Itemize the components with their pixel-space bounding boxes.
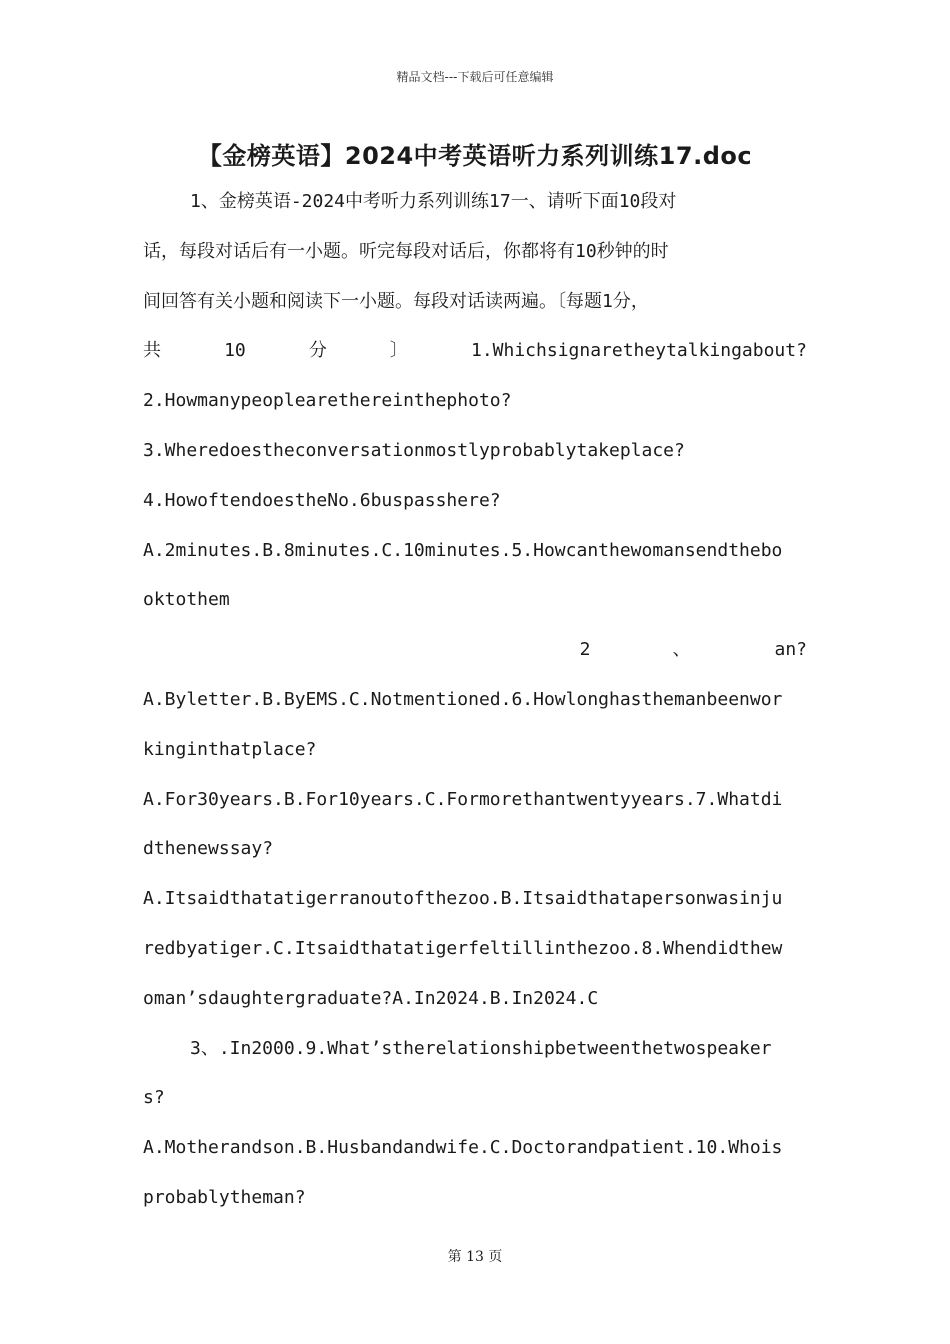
- question-line: 2.Howmanypeoplearethereinthephoto?: [143, 390, 512, 412]
- document-title: 【金榜英语】2024中考英语听力系列训练17.doc: [197, 142, 753, 170]
- paragraph-line: 3、.In2000.9.What’stherelationshipbetweenthetwospeaker: [190, 1037, 772, 1059]
- answer-line: probablytheman?: [143, 1186, 306, 1208]
- answer-line: A.Itsaidthatatigerranoutofthezoo.B.Itsaidthatapersonwasinju: [143, 888, 783, 910]
- text-fragment: 、: [672, 639, 691, 661]
- question-line: 4.HowoftendoestheNo.6buspasshere?: [143, 489, 501, 511]
- page-number: 第 13 页: [447, 1249, 503, 1265]
- paragraph-line: 间回答有关小题和阅读下一小题。每段对话读两遍。〔每题1分，: [143, 290, 649, 312]
- answer-line: A.Motherandson.B.Husbandandwife.C.Doctorandpatient.10.Whois: [143, 1137, 783, 1159]
- paragraph-line-justified: [143, 326, 807, 376]
- paragraph-line-right: [143, 625, 807, 675]
- answer-line: oktothem: [143, 589, 230, 611]
- text-fragment: 〕: [389, 340, 408, 362]
- text-fragment: 2: [579, 639, 591, 661]
- header-note: 精品文档---下载后可任意编辑: [396, 70, 554, 84]
- answer-line: A.For30years.B.For10years.C.Formorethantwentyyears.7.Whatdi: [143, 788, 783, 810]
- answer-line: oman’sdaughtergraduate?A.In2024.B.In2024.C: [143, 987, 599, 1009]
- paragraph-line: 1、金榜英语-2024中考听力系列训练17一、请听下面10段对: [190, 191, 677, 212]
- answer-line: redbyatiger.C.Itsaidthatatigerfeltillinthezoo.8.Whendidthew: [143, 937, 783, 959]
- text-fragment: an?: [774, 639, 807, 661]
- question-line: 3.Wheredoestheconversationmostlyprobablytakeplace?: [143, 439, 685, 461]
- text-fragment: 共: [143, 340, 161, 362]
- paragraph-line: 话，每段对话后有一小题。听完每段对话后，你都将有10秒钟的时: [143, 240, 669, 262]
- answer-line: A.2minutes.B.8minutes.C.10minutes.5.Howcanthewomansendthebo: [143, 539, 783, 561]
- text-fragment: 10: [224, 340, 246, 362]
- answer-line: kinginthatplace?: [143, 738, 317, 760]
- text-fragment: 分: [308, 340, 327, 362]
- document-body: [143, 177, 807, 1223]
- text-fragment: 1.Whichsignaretheytalkingabout?: [471, 340, 807, 362]
- answer-line: dthenewssay?: [143, 838, 274, 860]
- answer-line: s?: [143, 1087, 165, 1109]
- answer-line: A.Byletter.B.ByEMS.C.Notmentioned.6.Howlonghasthemanbeenwor: [143, 688, 783, 710]
